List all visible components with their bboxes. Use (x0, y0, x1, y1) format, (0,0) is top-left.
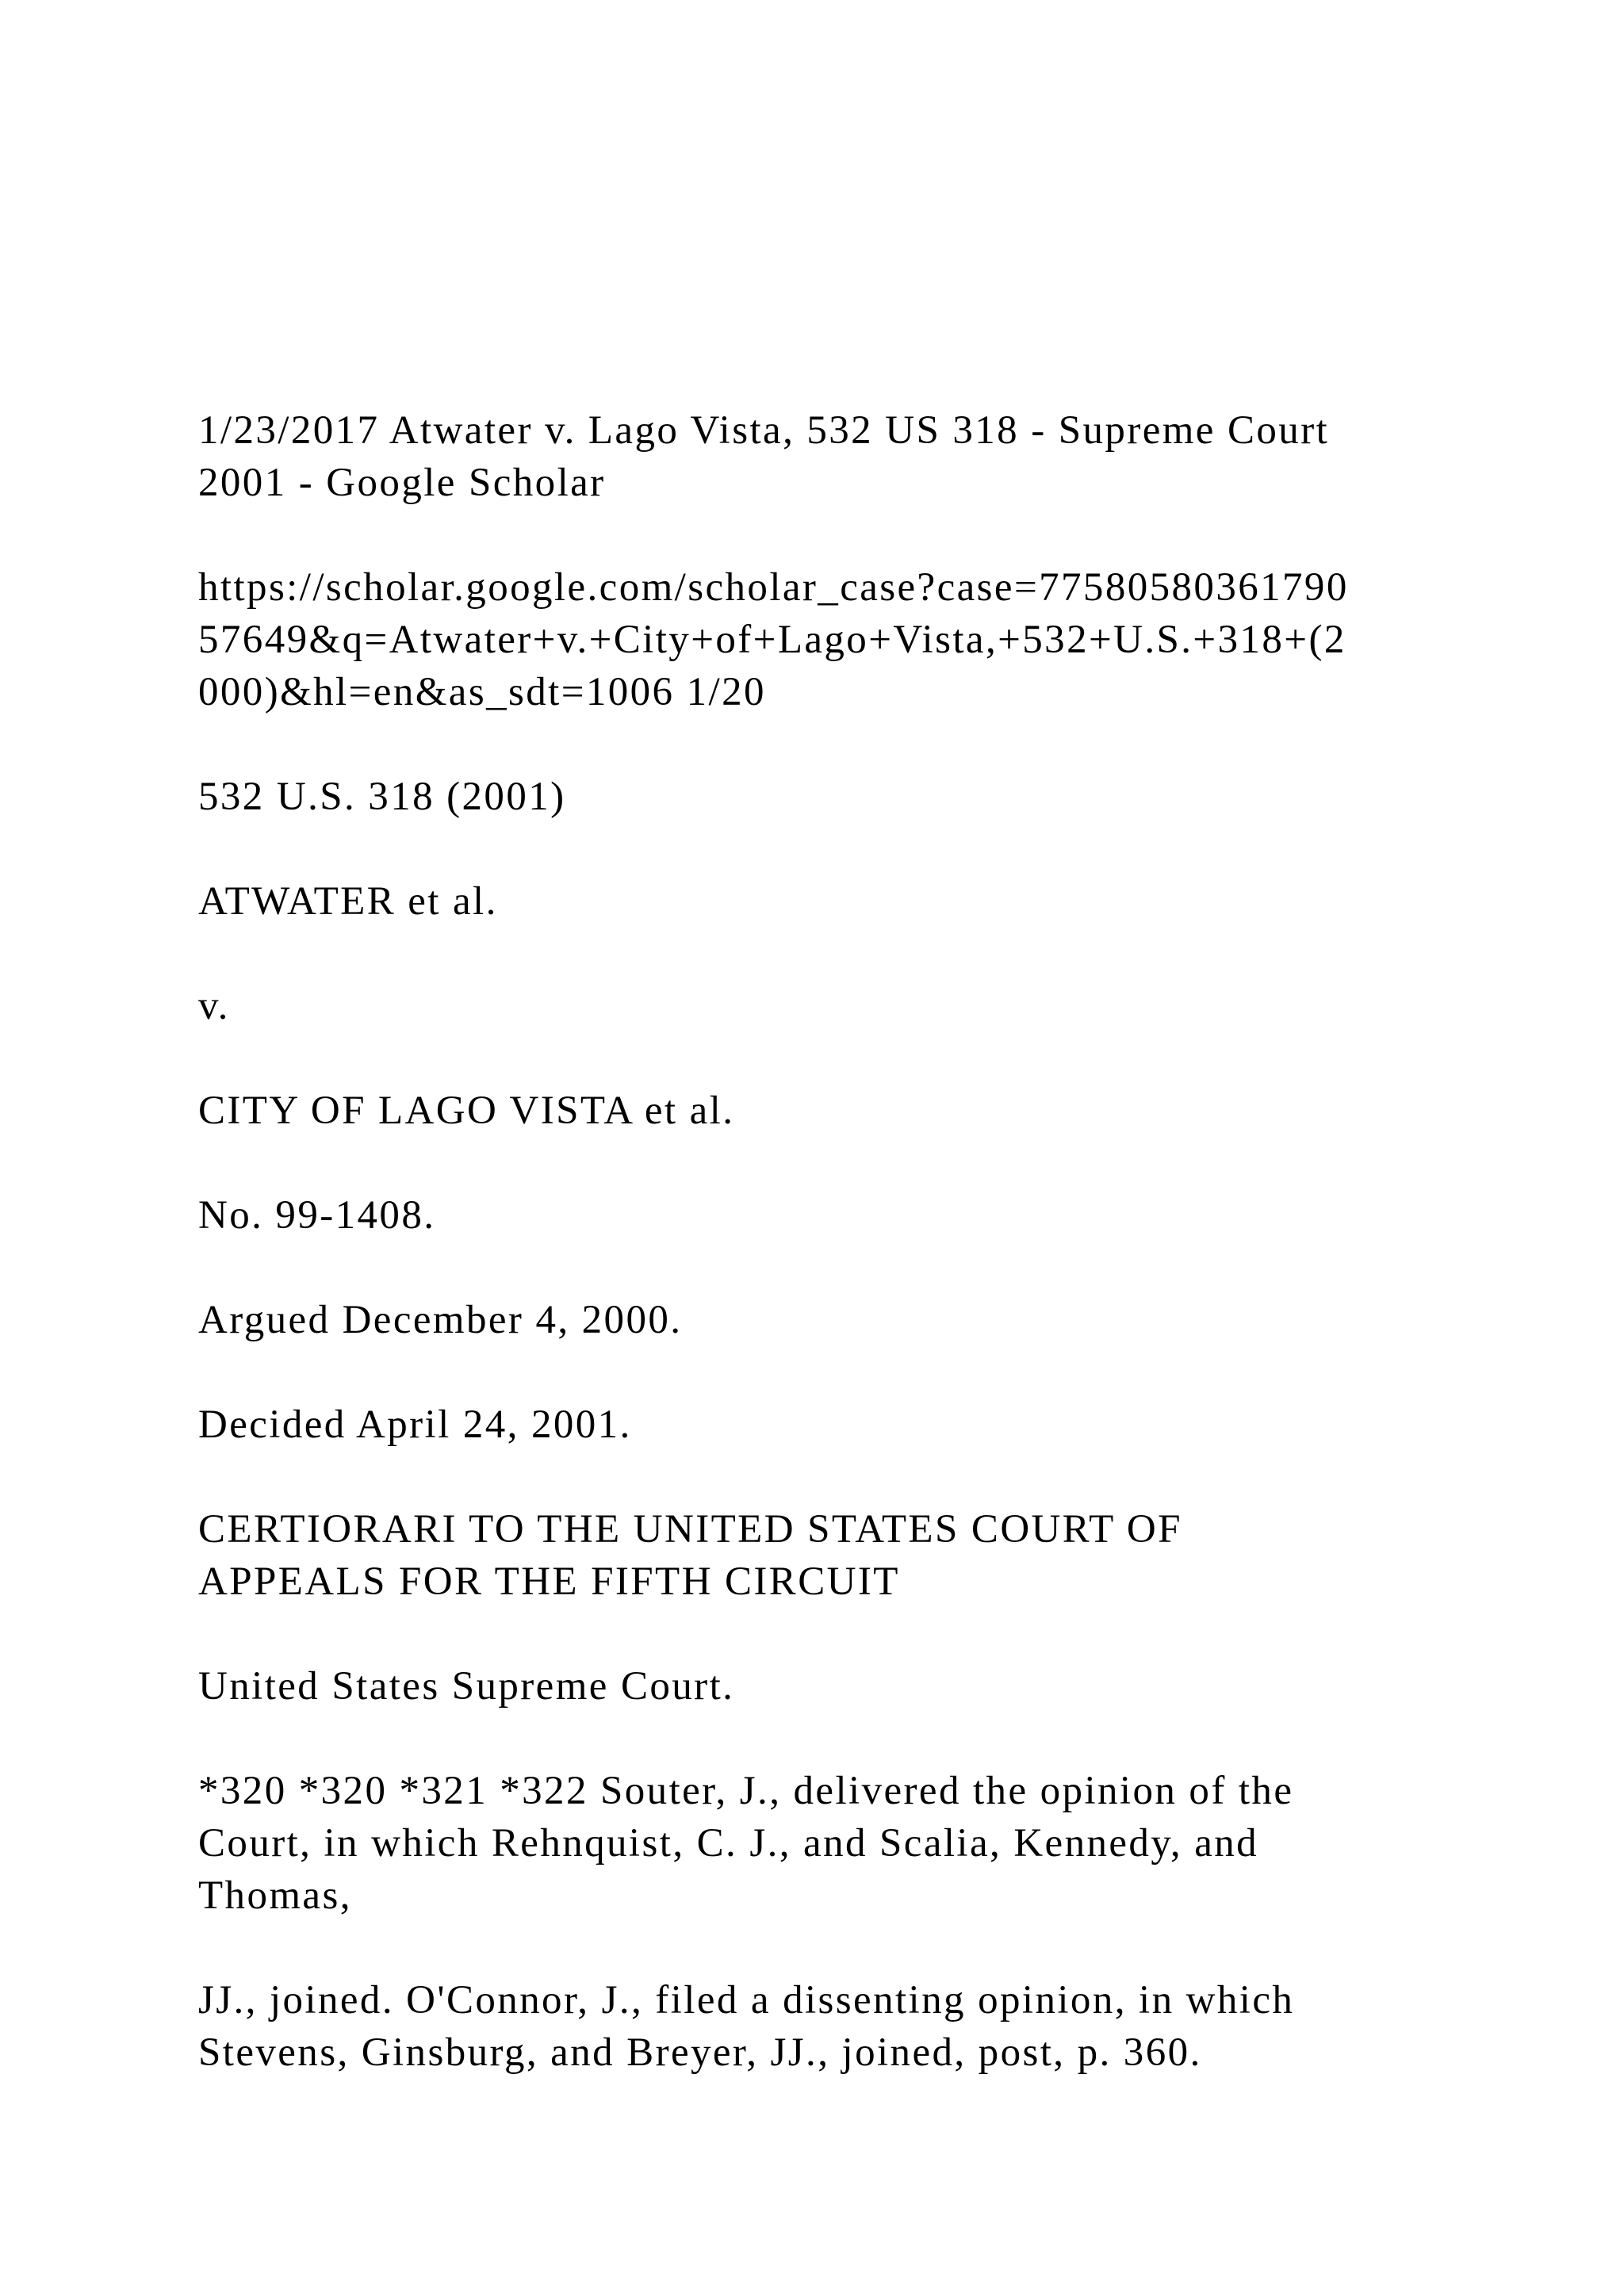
opinion-line-2: Court, in which Rehnquist, C. J., and Scalia, Kennedy, and (198, 1821, 1259, 1866)
paragraph-gap (198, 1137, 1435, 1189)
decided-date: Decided April 24, 2001. (198, 1402, 632, 1447)
case-citation: 532 U.S. 318 (2001) (198, 775, 566, 819)
versus-label: v. (198, 984, 230, 1028)
paragraph-gap (198, 1922, 1435, 1974)
paragraph-gap (198, 1451, 1435, 1503)
source-url-line-2: 57649&q=Atwater+v.+City+of+Lago+Vista,+532+U.S.+318+(2 (198, 618, 1346, 662)
argued-date: Argued December 4, 2000. (198, 1298, 683, 1342)
source-url-line-1: https://scholar.google.com/scholar_case?case=77580580361790 (198, 565, 1349, 610)
paragraph-gap (198, 1032, 1435, 1085)
paragraph-gap (198, 1608, 1435, 1660)
court-name: United States Supreme Court. (198, 1664, 735, 1709)
opinion-line-3: Thomas, (198, 1873, 352, 1918)
paragraph-gap (198, 1346, 1435, 1399)
document-page (198, 404, 1435, 2079)
header-title-line-1: 1/23/2017 Atwater v. Lago Vista, 532 US 318 - Supreme Court (198, 408, 1330, 453)
header-title-line-2: 2001 - Google Scholar (198, 461, 606, 505)
paragraph-gap (198, 823, 1435, 875)
paragraph-gap (198, 509, 1435, 561)
docket-number: No. 99-1408. (198, 1193, 436, 1238)
joined-line-1: JJ., joined. O'Connor, J., filed a dissenting opinion, in which (198, 1978, 1295, 2022)
paragraph-gap (198, 718, 1435, 771)
source-url-line-3: 000)&hl=en&as_sdt=1006 1/20 (198, 670, 766, 714)
opinion-line-1: *320 *320 *321 *322 Souter, J., delivered the opinion of the (198, 1769, 1294, 1813)
certiorari-line-2: APPEALS FOR THE FIFTH CIRCUIT (198, 1559, 900, 1604)
paragraph-gap (198, 928, 1435, 980)
certiorari-line-1: CERTIORARI TO THE UNITED STATES COURT OF (198, 1507, 1182, 1552)
joined-line-2: Stevens, Ginsburg, and Breyer, JJ., joined, post, p. 360. (198, 2030, 1202, 2075)
petitioner-name: ATWATER et al. (198, 879, 498, 924)
paragraph-gap (198, 1712, 1435, 1765)
respondent-name: CITY OF LAGO VISTA et al. (198, 1089, 735, 1133)
paragraph-gap (198, 1242, 1435, 1294)
